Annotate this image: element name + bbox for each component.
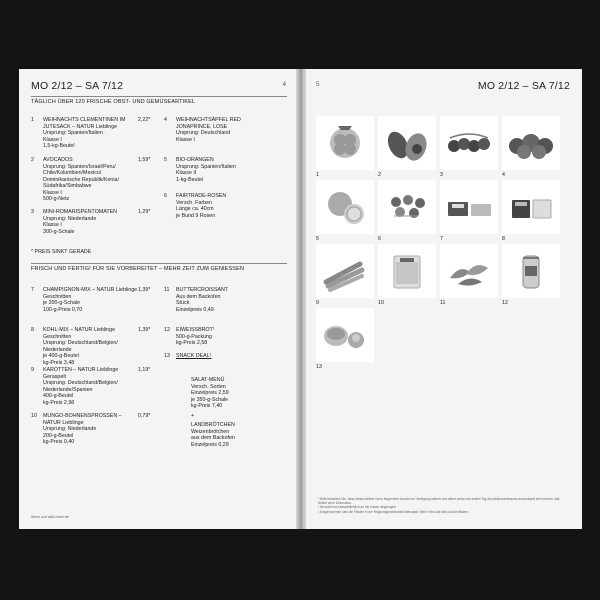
item-name: WEIHNACHTSÄPFEL RED JONAPRINCE, LOSE — [176, 117, 241, 130]
footnote-2: ² Ausgenommen sind die Filialen in der Regionalgesellschaft Altenstadt. Mehr Infos auf aldi-nord.de/filialen. — [318, 509, 469, 514]
item-detail: 300-g-Schale — [43, 228, 75, 235]
footnote-1: ¹ Ab sofort und ausschließlich an der Kasse abgezogen. — [318, 505, 397, 510]
item-detail: Versch. Farben — [176, 199, 212, 206]
item-detail: Niederlande — [43, 346, 72, 353]
item-detail: 1,5-kg-Beutel — [43, 143, 75, 149]
item-number: 1 — [31, 117, 34, 123]
item-detail: Einzelpreis 0,49 — [176, 306, 214, 313]
divider — [31, 96, 287, 97]
left-page — [19, 69, 298, 529]
right-page — [306, 69, 582, 529]
tile-number: 12 — [502, 300, 508, 306]
product-image-tile — [440, 244, 498, 298]
item-detail: kg-Preis 2,58 — [176, 340, 208, 346]
item-detail: Geschnitten — [43, 293, 72, 300]
product-image-tile — [378, 116, 436, 170]
item-name: KOHL-MIX – NATUR Lieblinge — [43, 327, 116, 333]
broetchen-details-2: Einzelpreis 0,29 — [191, 441, 229, 448]
footnote-0: * Bitte beachten Sie, dass dieses Artikel nur in begrenzter Anzahl zur Verfügung stehen und daher schon am ersten Tag des Aktionszeitraums ausverkauft sein können. Alle Artikel ohne Dekoration. — [318, 497, 560, 506]
item-name: EIWEISSBROT¹ — [176, 327, 215, 333]
item-price: 1,19* — [138, 367, 151, 373]
section-title-fresh: TÄGLICH ÜBER 120 FRISCHE OBST- UND GEMÜSEARTIKEL — [31, 99, 196, 105]
product-image-tile — [502, 180, 560, 234]
tile-number: 10 — [378, 300, 384, 306]
item-number: 10 — [31, 413, 37, 419]
item-price: 0,79* — [138, 413, 151, 419]
item-detail: Ursprung: Spanien/Italien — [176, 163, 236, 170]
plus-sign: + — [191, 412, 195, 419]
salat-details-0: Versch. Sorten — [191, 383, 226, 390]
tile-number: 7 — [440, 236, 443, 242]
item-name: FAIRTRADE-ROSEN — [176, 193, 227, 199]
product-image-tile — [378, 244, 436, 298]
divider — [31, 263, 287, 264]
item-number: 12 — [164, 327, 170, 333]
salat-details-3: kg-Preis 7,40 — [191, 403, 223, 409]
item-detail: Ursprung: Deutschland/Belgien/ — [43, 340, 118, 346]
item-detail: Niederlande/Spanien — [43, 386, 93, 393]
product-image-tile — [378, 180, 436, 234]
item-detail: 500-g-Packung — [176, 333, 212, 340]
item-detail: Länge ca. 40cm — [176, 206, 214, 212]
item-price: 1,59* — [138, 157, 151, 163]
item-detail: Geschnitten — [43, 333, 72, 340]
item-price: 2,22* — [138, 117, 151, 123]
item-detail: Südafrika/Simbabwe — [43, 183, 92, 189]
item-detail: 100-g-Preis 0,70 — [43, 306, 83, 313]
tile-number: 13 — [316, 364, 322, 370]
tile-number: 5 — [316, 236, 319, 242]
item-detail: Ursprung: Spanien/Israel/Peru/ — [43, 163, 116, 170]
item-number: 4 — [164, 117, 167, 123]
item-number: 11 — [164, 287, 170, 293]
item-detail: je 200-g-Schale — [43, 300, 81, 306]
product-image-tile — [502, 116, 560, 170]
item-detail: kg-Preis 0,40 — [43, 439, 75, 445]
broetchen-details-0: Weizenbrötchen — [191, 428, 230, 435]
item-name: SNACK DEAL¹ — [176, 353, 212, 359]
item-price: 1,29* — [138, 209, 151, 215]
item-number: 2 — [31, 157, 34, 163]
item-detail: Dominikanische Republik/Kenia/ — [43, 176, 119, 183]
tile-number: 3 — [440, 172, 443, 178]
item-detail: Aus dem Backofen — [176, 293, 221, 300]
item-detail: Klasse I — [43, 136, 62, 143]
item-detail: Klasse I — [176, 136, 195, 143]
tile-number: 1 — [316, 172, 319, 178]
item-detail: 400-g-Beutel — [43, 393, 74, 399]
item-number: 5 — [164, 157, 167, 163]
item-detail: Klasse I — [43, 222, 62, 228]
item-name: AVOCADOS — [43, 157, 73, 163]
item-name: KAROTTEN – NATUR Lieblinge — [43, 367, 119, 373]
item-detail: Ursprung: Niederlande — [43, 215, 97, 222]
item-name: BUTTERCROISSANT — [176, 287, 229, 293]
date-range: MO 2/12 – SA 7/12 — [31, 80, 124, 92]
footnotes — [318, 497, 568, 514]
price-drop-note: * PREIS SINKT GERADE — [31, 249, 92, 255]
item-detail: Klasse I — [43, 189, 62, 196]
item-price: 1,39* — [138, 327, 151, 333]
tile-number: 11 — [440, 300, 446, 306]
item-name: CHAMPIGNON-MIX – NATUR Lieblinge — [43, 287, 138, 293]
page-number: 5 — [316, 82, 320, 88]
item-number: 6 — [164, 193, 167, 199]
item-detail: Ursprung: Deutschland — [176, 130, 231, 136]
item-detail: Ursprung: Niederlande — [43, 426, 97, 432]
section-title-prepared: FRISCH UND FERTIG! FÜR SIE VORBEREITET – MEHR ZEIT ZUM GENIESSEN — [31, 266, 245, 272]
product-image-tile — [502, 244, 560, 298]
item-number: 7 — [31, 287, 34, 293]
broetchen-details-1: aus dem Backofen — [191, 435, 235, 441]
item-number: 3 — [31, 209, 34, 215]
item-detail: Ursprung: Spanien/Italien — [43, 130, 103, 136]
salat-details-2: je 350-g-Schale — [191, 396, 229, 403]
salat-menu-title: SALAT-MENÜ — [191, 377, 225, 383]
tile-number: 9 — [316, 300, 319, 306]
product-image-tile — [316, 180, 374, 234]
salat-details-1: Einzelpreis 2,59 — [191, 390, 229, 396]
tile-number: 6 — [378, 236, 381, 242]
product-image-tile — [440, 180, 498, 234]
page-number: 4 — [282, 82, 286, 88]
item-detail: je 400-g-Beutel — [43, 353, 79, 359]
tile-number: 4 — [502, 172, 505, 178]
item-detail: Ursprung: Deutschland/Belgien/ — [43, 380, 118, 386]
item-detail: kg-Preis 3,48 — [43, 359, 75, 366]
product-image-tile — [440, 116, 498, 170]
tile-number: 8 — [502, 236, 505, 242]
item-detail: Geraspelt — [43, 373, 66, 380]
item-detail: Chile/Kolumbien/Mexico/ — [43, 170, 102, 176]
item-detail: Klasse II — [176, 170, 197, 176]
item-detail: je Bund 9 Rosen — [176, 212, 216, 219]
product-image-tile — [316, 308, 374, 362]
item-name: MUNGO-BOHNENSPROSSEN – NATUR Lieblinge — [43, 413, 122, 426]
item-detail: 200-g-Beutel — [43, 432, 74, 439]
product-image-tile — [316, 116, 374, 170]
item-number: 8 — [31, 327, 34, 333]
item-price: 1,39* — [138, 287, 151, 293]
product-image-tile — [316, 244, 374, 298]
date-range: MO 2/12 – SA 7/12 — [477, 80, 570, 92]
item-detail: kg-Preis 2,98 — [43, 399, 75, 406]
item-detail: 500-g-Netz — [43, 196, 70, 202]
footer-link[interactable]: Mehr auf aldi-nord.de — [31, 514, 70, 519]
item-detail: Stück — [176, 300, 190, 306]
item-number: 13 — [164, 353, 170, 359]
item-name: MINI-ROMARISPENTOMATEN — [43, 209, 117, 215]
item-name: WEIHNACHTS CLEMENTINEN IM JUTESACK – NATUR Lieblinge — [43, 117, 126, 130]
broetchen-title: LANDBRÖTCHEN — [191, 422, 235, 428]
tile-number: 2 — [378, 172, 381, 178]
item-number: 9 — [31, 367, 34, 373]
item-detail: 1-kg-Beutel — [176, 176, 204, 183]
item-name: BIO-ORANGEN — [176, 157, 214, 163]
